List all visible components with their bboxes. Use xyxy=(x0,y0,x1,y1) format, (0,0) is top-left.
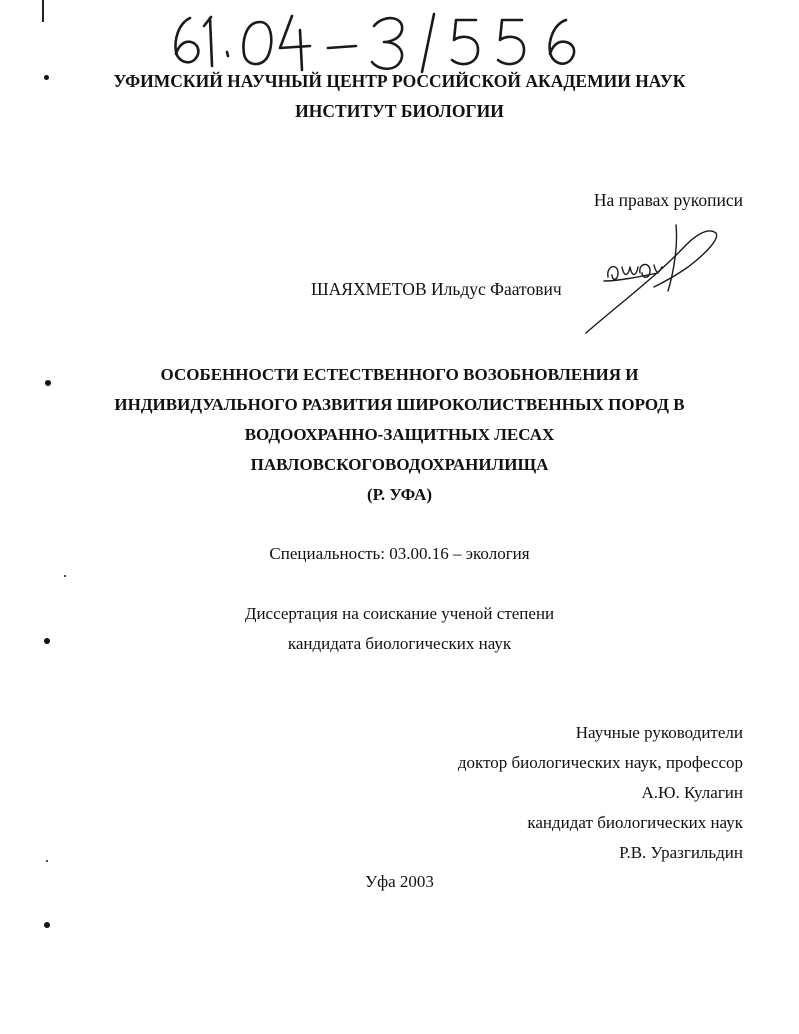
supervisors-heading: Научные руководители xyxy=(575,723,743,742)
supervisor-2-name: Р.В. Уразгильдин xyxy=(619,843,743,862)
title-line-4: ПАВЛОВСКОГОВОДОХРАНИЛИЩА xyxy=(250,455,549,474)
title-line-5: (Р. УФА) xyxy=(366,485,433,504)
supervisor-1-name: А.Ю. Кулагин xyxy=(641,783,743,802)
author-signature xyxy=(578,215,728,335)
scan-speck xyxy=(44,75,49,80)
institute-name: ИНСТИТУТ БИОЛОГИИ xyxy=(295,101,504,121)
title-line-1: ОСОБЕННОСТИ ЕСТЕСТВЕННОГО ВОЗОБНОВЛЕНИЯ И xyxy=(160,365,639,384)
margin-mark xyxy=(42,0,44,22)
scan-speck xyxy=(44,922,50,928)
title-line-2: ИНДИВИДУАЛЬНОГО РАЗВИТИЯ ШИРОКОЛИСТВЕННЫХ ПОРОД В xyxy=(114,395,685,414)
degree-line-2: кандидата биологических наук xyxy=(287,634,512,653)
city-year: Уфа 2003 xyxy=(365,872,434,891)
title-line-3: ВОДООХРАННО-ЗАЩИТНЫХ ЛЕСАХ xyxy=(244,425,555,444)
scan-speck xyxy=(46,860,48,862)
degree-line-1: Диссертация на соискание ученой степени xyxy=(244,604,555,623)
scan-speck xyxy=(44,638,50,644)
scan-speck xyxy=(45,380,51,386)
supervisor-1-title: доктор биологических наук, профессор xyxy=(457,753,743,772)
handwritten-code-stamp xyxy=(160,0,600,80)
supervisor-2-title: кандидат биологических наук xyxy=(527,813,743,832)
author-name: ШАЯХМЕТОВ Ильдус Фаатович xyxy=(311,279,562,299)
scan-speck xyxy=(64,575,66,577)
specialty: Специальность: 03.00.16 – экология xyxy=(269,544,530,563)
manuscript-note: На правах рукописи xyxy=(593,190,743,210)
organization-name: УФИМСКИЙ НАУЧНЫЙ ЦЕНТР РОССИЙСКОЙ АКАДЕМИИ НАУК xyxy=(113,71,686,91)
